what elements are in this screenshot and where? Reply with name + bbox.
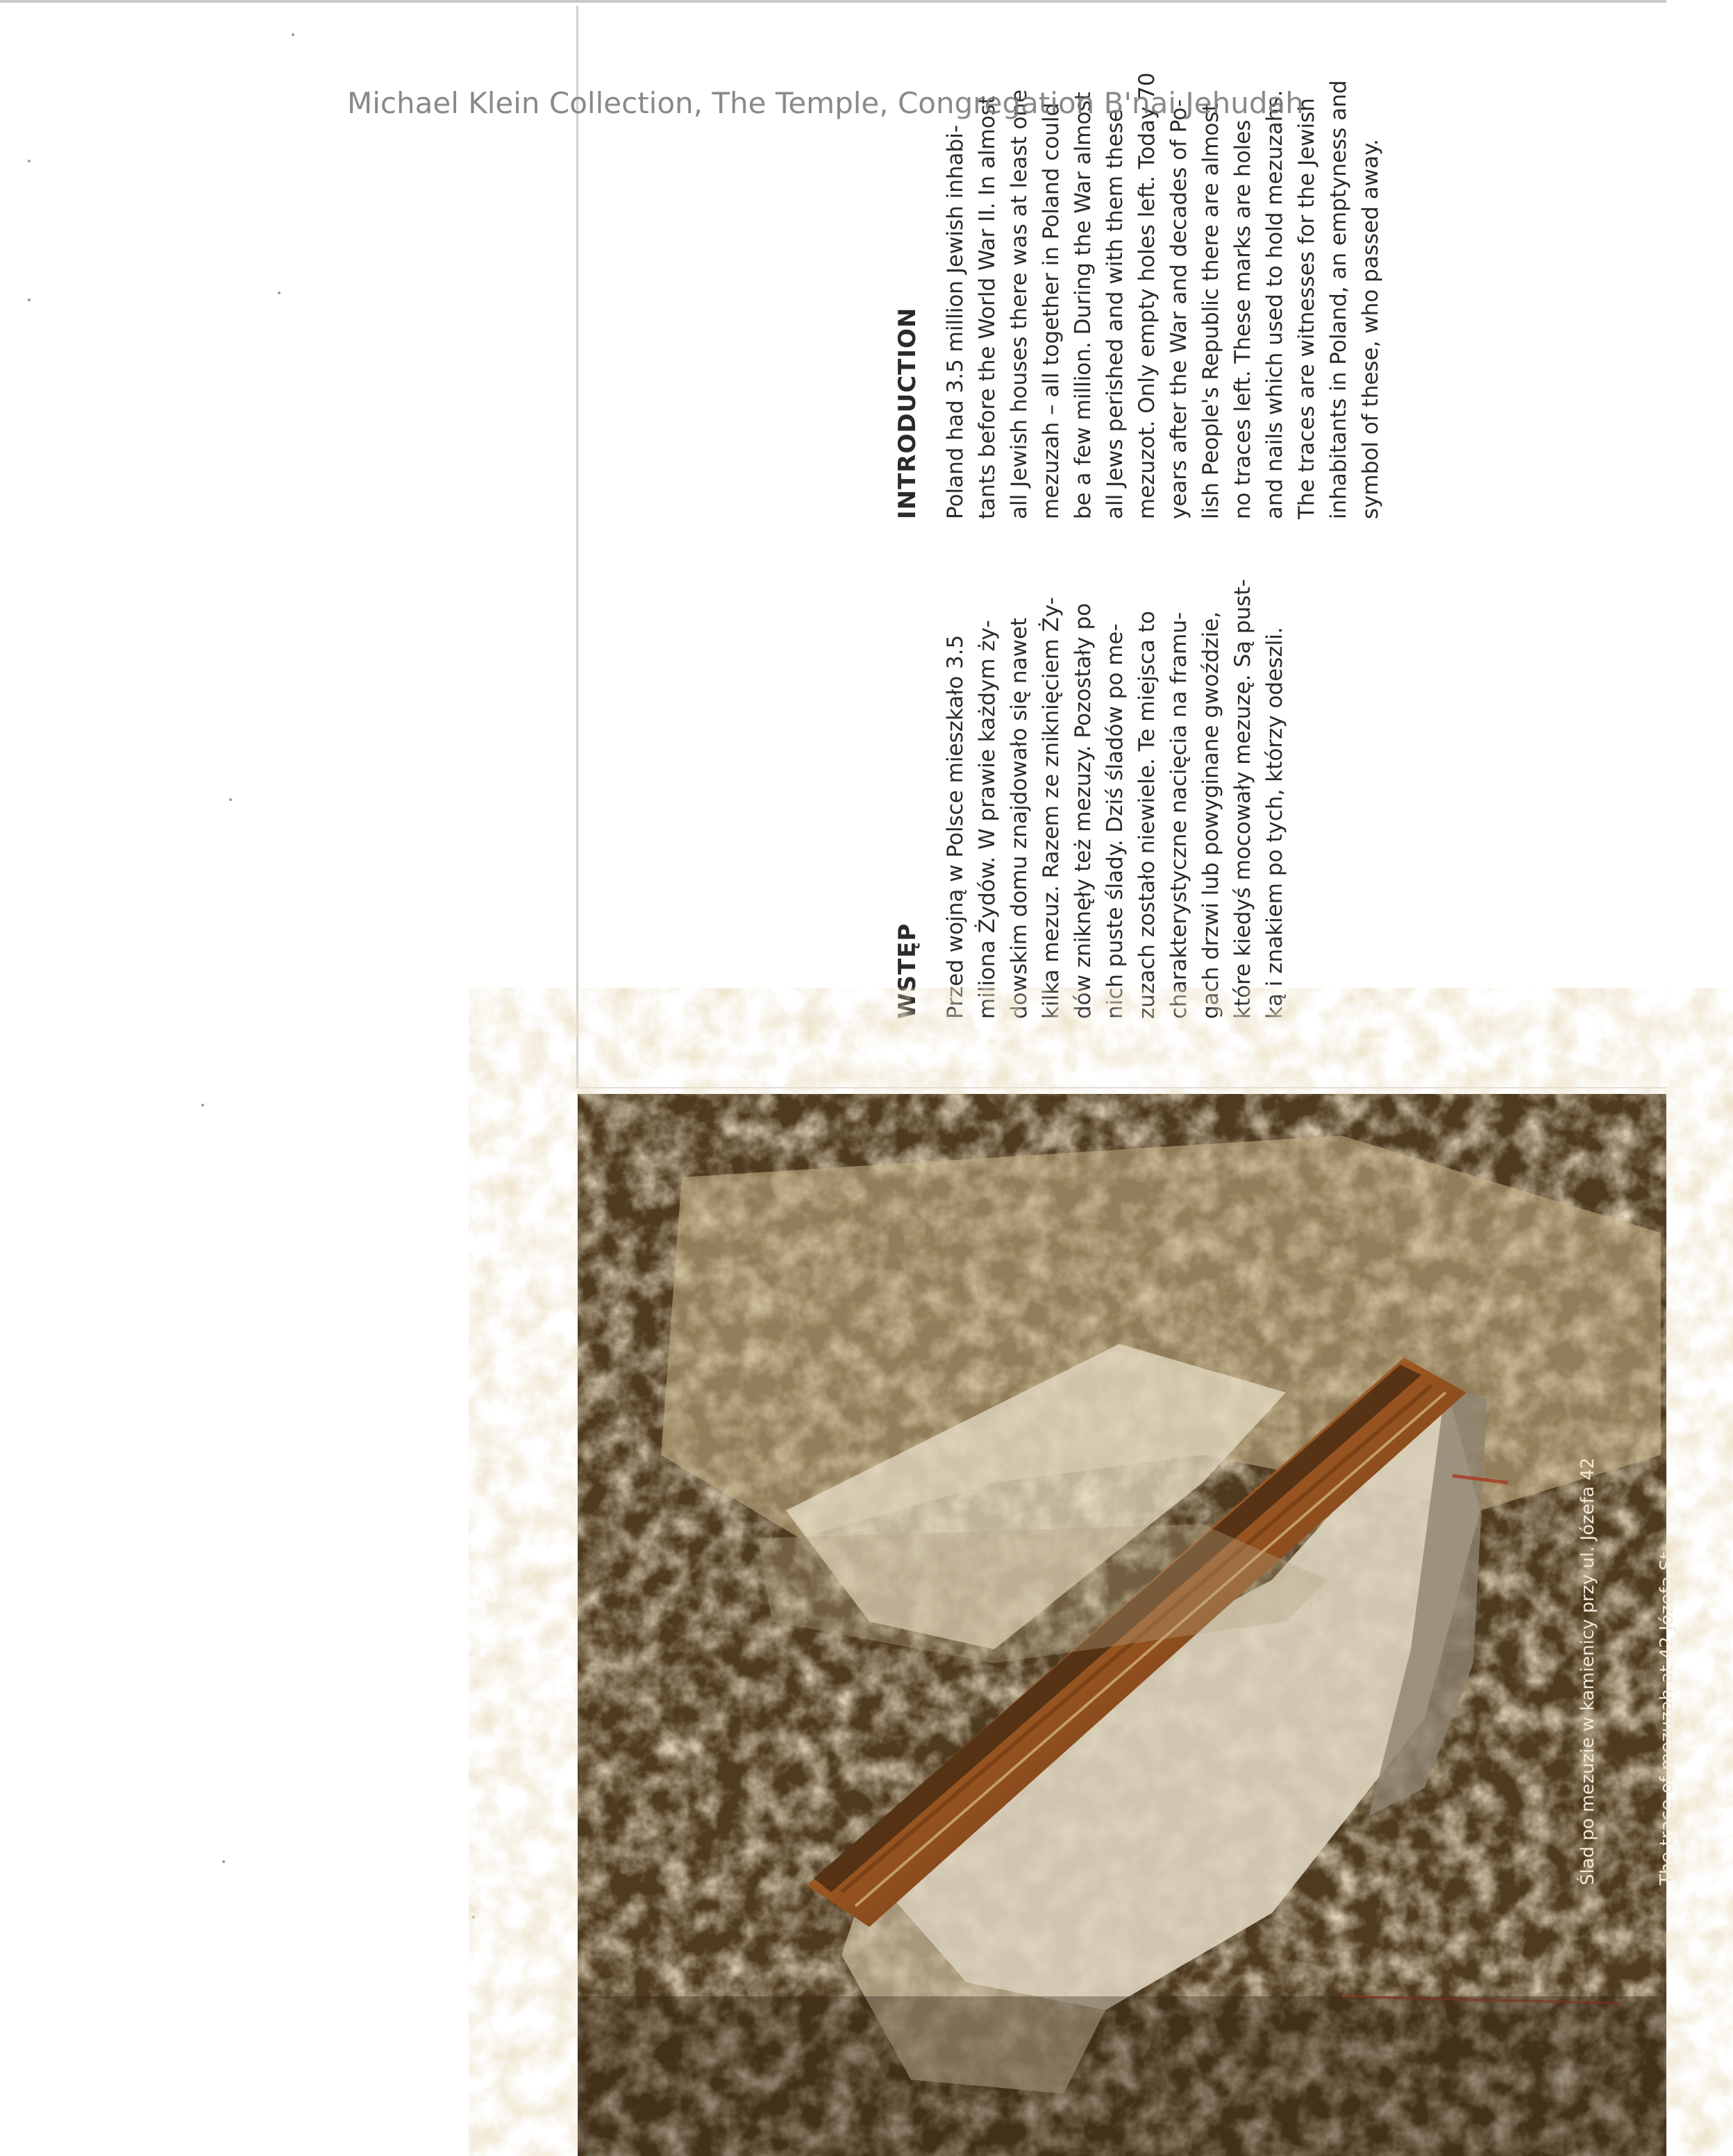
scan-speck: [28, 298, 31, 301]
english-body: [939, 72, 1387, 519]
english-line: all Jews perished and with them these: [1103, 109, 1128, 519]
scan-speck: [292, 33, 294, 36]
english-line: all Jewish houses there was at least one: [1007, 89, 1032, 519]
english-line: tants before the World War II. In almost: [975, 96, 1000, 519]
english-line: lish People's Republic there are almost: [1198, 103, 1223, 519]
english-line: The traces are witnesses for the Jewish: [1294, 98, 1319, 519]
english-line: Poland had 3.5 million Jewish inhabi-: [943, 124, 968, 519]
scan-speck: [278, 292, 281, 294]
english-line: inhabitants in Poland, an emptyness and: [1326, 80, 1351, 519]
polish-line: Przed wojną w Polsce mieszkało 3.5: [943, 634, 968, 1019]
collection-watermark: Michael Klein Collection, The Temple, Congregation B'nai Jehudah: [347, 86, 1304, 120]
polish-line: kilka mezuz. Razem ze zniknięciem Ży-: [1039, 597, 1064, 1019]
english-heading: INTRODUCTION: [894, 307, 921, 519]
polish-line: które kiedyś mocowały mezuzę. Są pust-: [1230, 579, 1255, 1019]
polish-line: gach drzwi lub powyginane gwoździe,: [1198, 611, 1223, 1019]
polish-line: dów zniknęły też mezuzy. Pozostały po: [1071, 603, 1096, 1019]
wall-texture: [578, 1094, 1666, 2156]
polish-heading: WSTĘP: [894, 923, 921, 1019]
mezuzah-trace-photo: [578, 1094, 1677, 2156]
scan-speck: [28, 160, 31, 162]
english-line: mezuzot. Only empty holes left. Today 70: [1135, 72, 1159, 519]
english-line: mezuzah – all together in Poland could: [1039, 102, 1064, 519]
booklet-page: [576, 6, 1666, 1088]
english-line: years after the War and decades of Po-: [1166, 99, 1191, 519]
scan-top-edge: [0, 0, 1666, 3]
english-line: no traces left. These marks are holes: [1230, 119, 1255, 519]
scan-speck: [222, 1860, 225, 1863]
english-line: symbol of these, who passed away.: [1358, 139, 1383, 519]
polish-line: dowskim domu znajdowało się nawet: [1007, 617, 1032, 1019]
english-line: and nails which used to hold mezuzahs.: [1262, 90, 1287, 519]
polish-line: charakterystyczne nacięcia na framu-: [1166, 612, 1191, 1019]
caption-polish: Ślad po mezuzie w kamienicy przy ul. Józefa 42: [1577, 1457, 1598, 1885]
scan-speck: [229, 798, 232, 801]
polish-line: ką i znakiem po tych, którzy odeszli.: [1262, 627, 1287, 1019]
caption-english: The trace of mezuzah at 42 Józefa St.: [1657, 1546, 1677, 1885]
photo-caption: [1522, 1458, 1733, 1885]
polish-line: nich puste ślady. Dziś śladów po me-: [1103, 623, 1128, 1019]
polish-line: miliona Żydów. W prawie każdym ży-: [975, 620, 1000, 1019]
scan-speck: [472, 1916, 475, 1919]
polish-body: [939, 579, 1291, 1019]
polish-line: zuzach zostało niewiele. Te miejsca to: [1135, 611, 1159, 1019]
english-line: be a few million. During the War almost: [1071, 92, 1096, 519]
scan-speck: [201, 1104, 204, 1106]
